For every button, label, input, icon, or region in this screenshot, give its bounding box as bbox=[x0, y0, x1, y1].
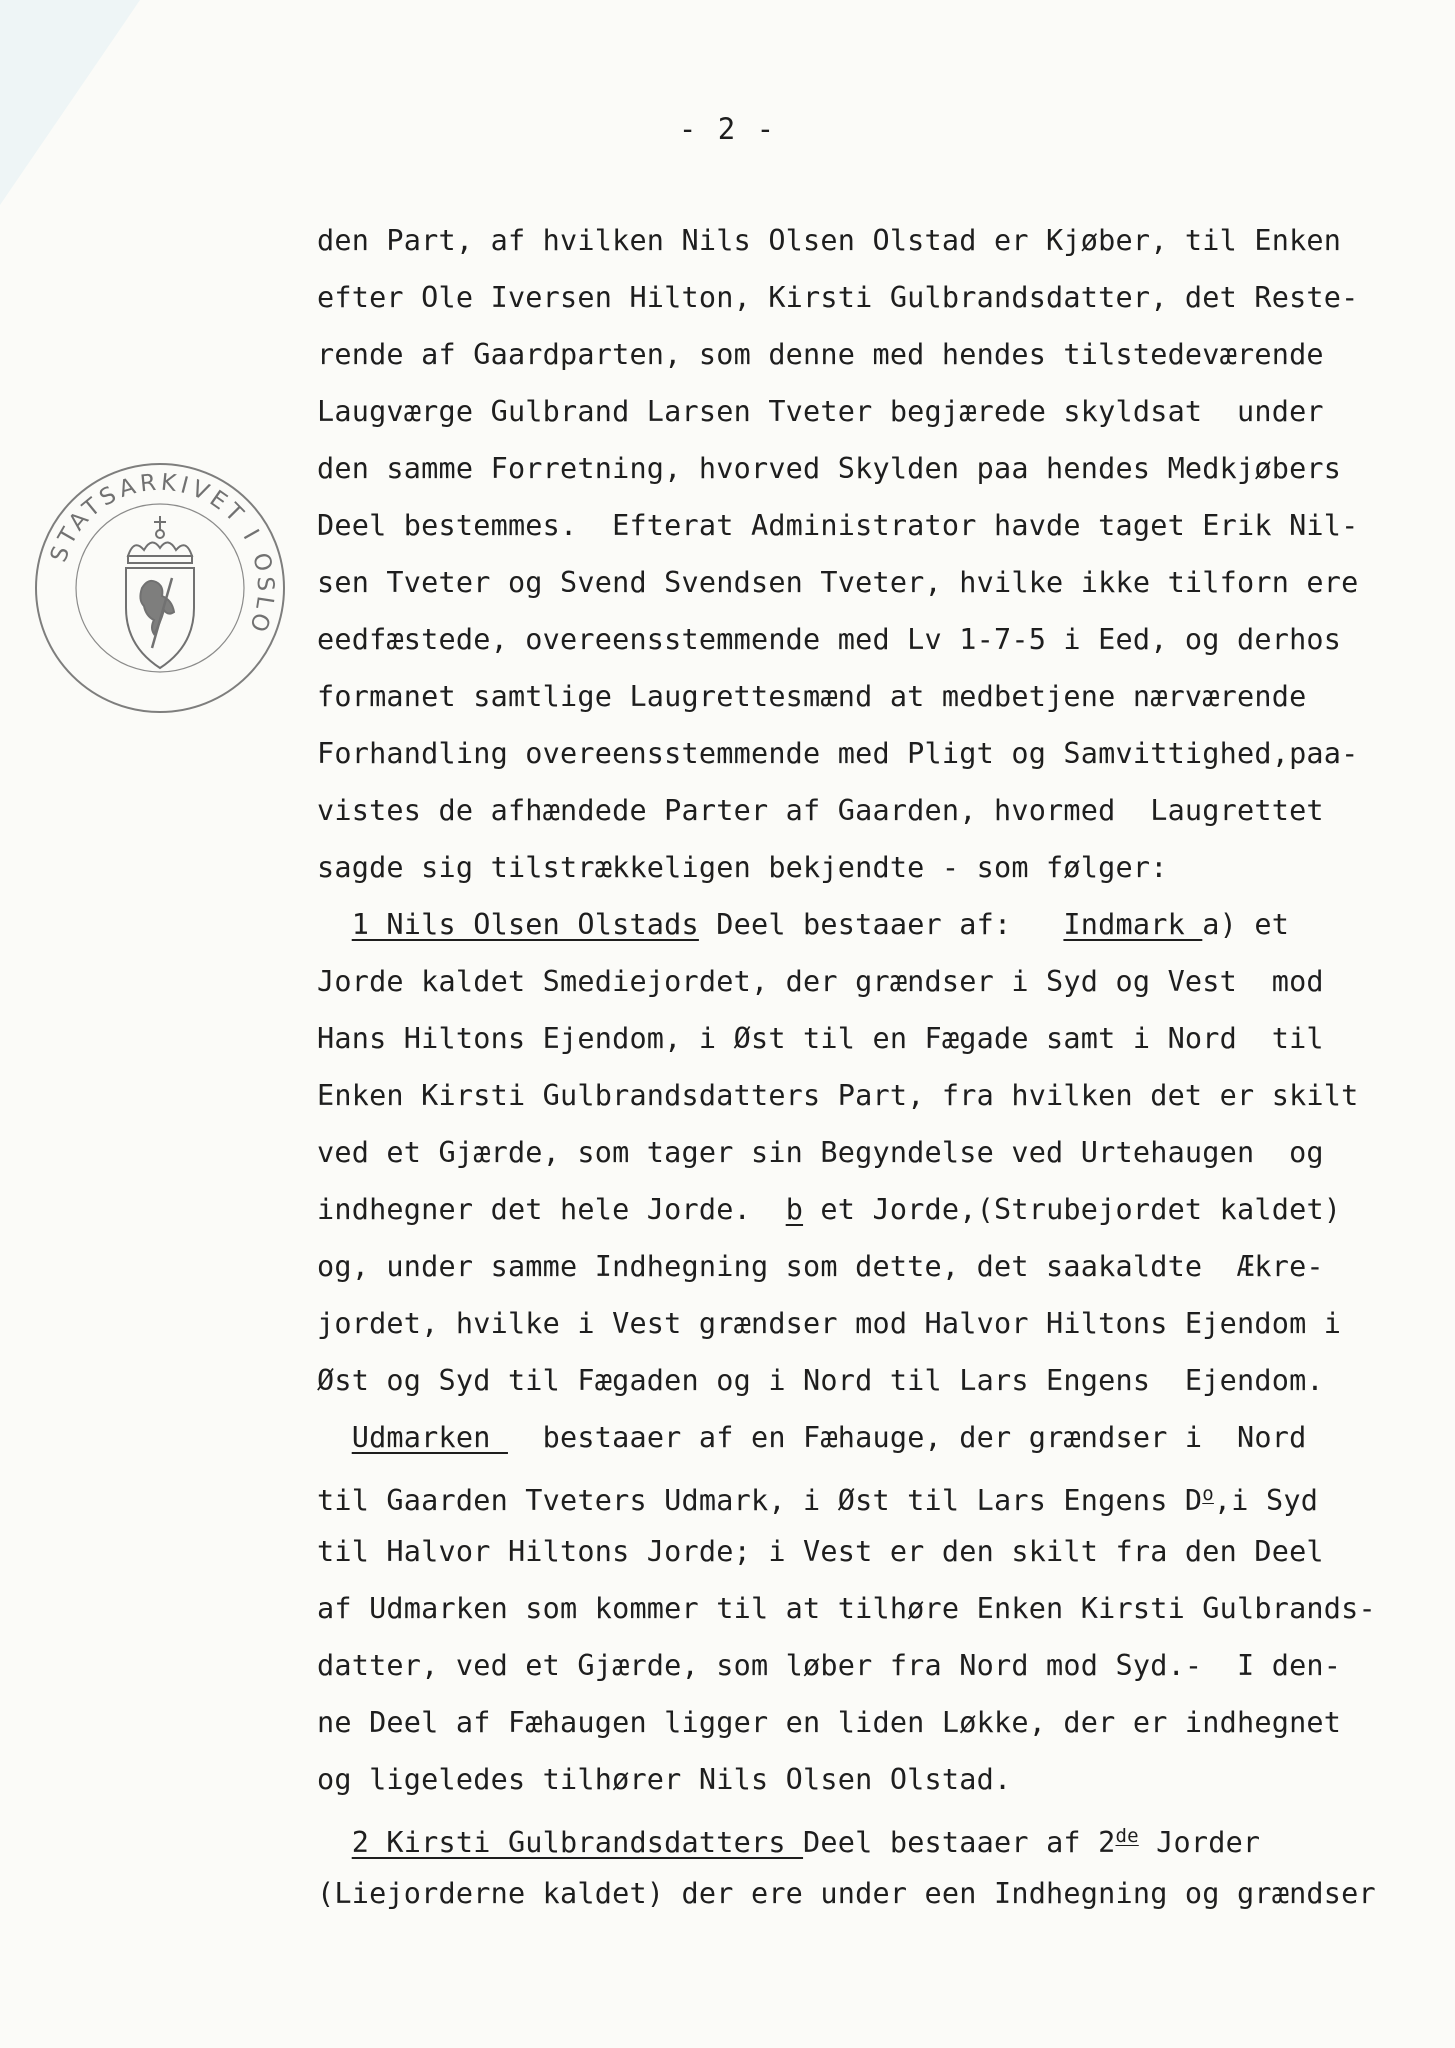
text-segment: et Jorde,(Strubejordet kaldet) bbox=[803, 1193, 1342, 1226]
text-segment: formanet samtlige Laugrettesmænd at medbetjene nærværende bbox=[317, 680, 1307, 713]
text-segment: ved et Gjærde, som tager sin Begyndelse ved Urtehaugen og bbox=[317, 1136, 1324, 1169]
text-segment: datter, ved et Gjærde, som løber fra Nord mod Syd.- I den- bbox=[317, 1649, 1342, 1682]
text-line bbox=[317, 1694, 1387, 1751]
text-segment: af Udmarken som kommer til at tilhøre Enken Kirsti Gulbrands- bbox=[317, 1592, 1376, 1625]
text-segment: vistes de afhændede Parter af Gaarden, hvormed Laugrettet bbox=[317, 794, 1324, 827]
text-segment: Deel bestemmes. Efterat Administrator havde taget Erik Nil- bbox=[317, 509, 1359, 542]
underlined-text: b bbox=[785, 1193, 804, 1226]
text-line bbox=[317, 896, 1387, 953]
text-segment: den Part, af hvilken Nils Olsen Olstad er Kjøber, til Enken bbox=[317, 224, 1342, 257]
text-segment: sagde sig tilstrækkeligen bekjendte - som følger: bbox=[317, 851, 1168, 884]
text-segment bbox=[317, 1421, 352, 1454]
text-segment: til Halvor Hiltons Jorde; i Vest er den skilt fra den Deel bbox=[317, 1535, 1324, 1568]
text-line bbox=[317, 383, 1387, 440]
text-segment: ,i Syd bbox=[1213, 1484, 1319, 1517]
text-line bbox=[317, 1238, 1387, 1295]
crown-icon bbox=[128, 516, 192, 563]
text-line bbox=[317, 611, 1387, 668]
underlined-text: 1 Nils Olsen Olstads bbox=[351, 908, 699, 941]
text-line bbox=[317, 1523, 1387, 1580]
underlined-text: 2 Kirsti Gulbrandsdatters bbox=[351, 1826, 804, 1859]
coat-of-arms-icon bbox=[126, 568, 194, 668]
text-segment: bestaaer af en Fæhauge, der grændser i Nord bbox=[507, 1421, 1307, 1454]
text-line bbox=[317, 839, 1387, 896]
underlined-text: Udmarken bbox=[351, 1421, 508, 1454]
text-segment bbox=[317, 1826, 352, 1859]
text-line bbox=[317, 326, 1387, 383]
text-line bbox=[317, 1295, 1387, 1352]
document-body bbox=[317, 212, 1387, 1922]
text-line bbox=[317, 1409, 1387, 1466]
text-line bbox=[317, 1352, 1387, 1409]
text-line bbox=[317, 1808, 1387, 1865]
text-line bbox=[317, 497, 1387, 554]
text-segment: a) et bbox=[1202, 908, 1290, 941]
underlined-text: Indmark bbox=[1063, 908, 1203, 941]
text-segment: ne Deel af Fæhaugen ligger en liden Løkke, der er indhegnet bbox=[317, 1706, 1342, 1739]
text-line bbox=[317, 1751, 1387, 1808]
text-segment: til Gaarden Tveters Udmark, i Øst til Lars Engens D bbox=[317, 1484, 1203, 1517]
text-segment: den samme Forretning, hvorved Skylden paa hendes Medkjøbers bbox=[317, 452, 1342, 485]
text-segment: sen Tveter og Svend Svendsen Tveter, hvilke ikke tilforn ere bbox=[317, 566, 1359, 599]
text-line bbox=[317, 1124, 1387, 1181]
text-line bbox=[317, 668, 1387, 725]
page-number: - 2 - bbox=[678, 112, 777, 146]
text-segment: jordet, hvilke i Vest grændser mod Halvor Hiltons Ejendom i bbox=[317, 1307, 1342, 1340]
superscript-text: o bbox=[1202, 1483, 1214, 1505]
text-segment: efter Ole Iversen Hilton, Kirsti Gulbrandsdatter, det Reste- bbox=[317, 281, 1359, 314]
text-segment: og, under samme Indhegning som dette, det saakaldte Ækre- bbox=[317, 1250, 1324, 1283]
text-line bbox=[317, 1067, 1387, 1124]
text-line bbox=[317, 554, 1387, 611]
text-segment: Forhandling overeensstemmende med Pligt og Samvittighed,paa- bbox=[317, 737, 1359, 770]
text-segment: Jorder bbox=[1138, 1826, 1261, 1859]
text-line bbox=[317, 953, 1387, 1010]
text-line bbox=[317, 1010, 1387, 1067]
text-segment: (Liejorderne kaldet) der ere under een Indhegning og grændser bbox=[317, 1877, 1376, 1910]
text-line bbox=[317, 269, 1387, 326]
superscript-text: de bbox=[1115, 1825, 1139, 1847]
text-segment: rende af Gaardparten, som denne med hendes tilstedeværende bbox=[317, 338, 1324, 371]
text-segment: Jorde kaldet Smediejordet, der grændser i Syd og Vest mod bbox=[317, 965, 1324, 998]
text-segment: og ligeledes tilhører Nils Olsen Olstad. bbox=[317, 1763, 1012, 1796]
text-segment: Deel bestaaer af: bbox=[698, 908, 1064, 941]
text-segment: Laugværge Gulbrand Larsen Tveter begjærede skyldsat under bbox=[317, 395, 1324, 428]
text-segment bbox=[317, 908, 352, 941]
text-line bbox=[317, 725, 1387, 782]
text-segment: Enken Kirsti Gulbrandsdatters Part, fra hvilken det er skilt bbox=[317, 1079, 1359, 1112]
text-line bbox=[317, 782, 1387, 839]
text-line bbox=[317, 1466, 1387, 1523]
text-segment: indhegner det hele Jorde. bbox=[317, 1193, 786, 1226]
text-line bbox=[317, 1637, 1387, 1694]
text-line bbox=[317, 1580, 1387, 1637]
text-line bbox=[317, 1865, 1387, 1922]
text-line bbox=[317, 212, 1387, 269]
stamp-text: STATSARKIVET I OSLO bbox=[45, 469, 279, 639]
text-segment: Øst og Syd til Fægaden og i Nord til Lars Engens Ejendom. bbox=[317, 1364, 1324, 1397]
archive-stamp bbox=[30, 458, 290, 718]
text-line bbox=[317, 440, 1387, 497]
text-segment: eedfæstede, overeensstemmende med Lv 1-7-5 i Eed, og derhos bbox=[317, 623, 1342, 656]
text-line bbox=[317, 1181, 1387, 1238]
text-segment: Deel bestaaer af 2 bbox=[803, 1826, 1116, 1859]
text-segment: Hans Hiltons Ejendom, i Øst til en Fægade samt i Nord til bbox=[317, 1022, 1324, 1055]
